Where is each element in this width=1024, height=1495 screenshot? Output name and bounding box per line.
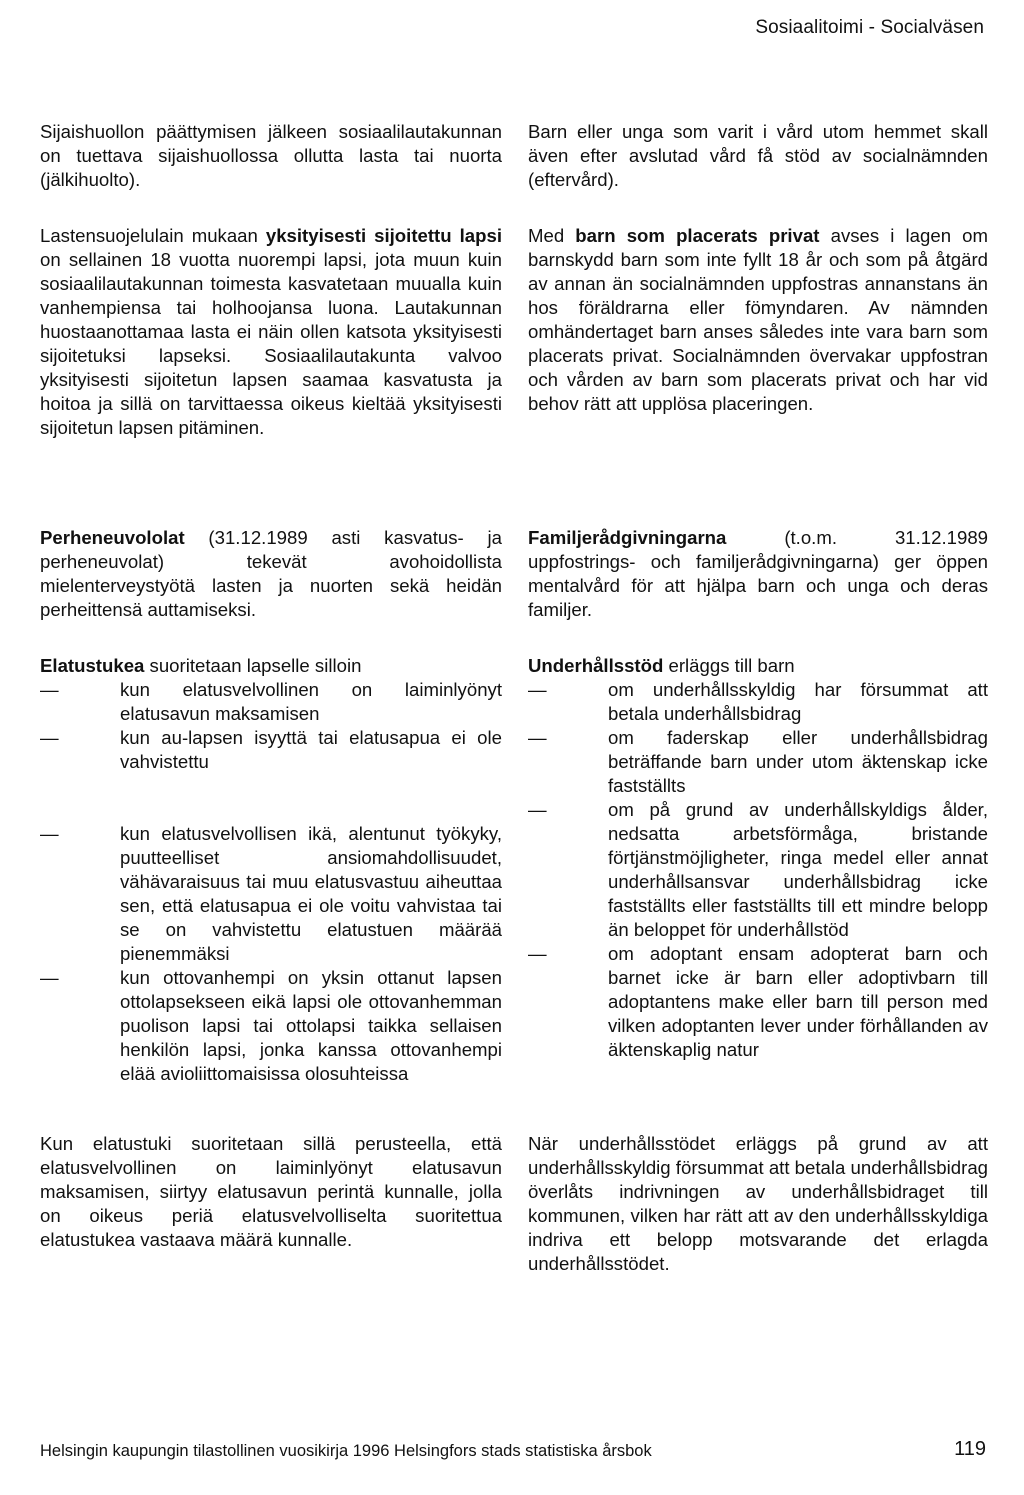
page-footer <box>40 1438 986 1461</box>
sv-p4-body: erläggs till barn <box>663 655 795 676</box>
dash: — <box>40 727 59 748</box>
list-item <box>528 942 988 1062</box>
list-item <box>528 678 988 726</box>
sv-paragraph-recovery: När underhållsstödet erläggs på grund av att underhållsskyldig försummat att betala underhållsbidrag överlåts indrivningen av underhållsbidraget till kommunen, vilken har rätt att av den underhållsskyldiga indriva ett belopp motsvarande det erlagda underhållsstödet. <box>528 1133 988 1274</box>
running-header: Sosiaalitoimi - Socialväsen <box>755 17 984 38</box>
fi-paragraph-aftercare: Sijaishuollon päättymisen jälkeen sosiaalilautakunnan on tuettava sijaishuollossa ollutta lasta tai nuorta (jälkihuolto). <box>40 121 502 190</box>
fi-paragraph-family-guidance <box>40 526 502 622</box>
list-item <box>40 726 502 774</box>
dash: — <box>40 679 59 700</box>
footer-publication-title: Helsingin kaupungin tilastollinen vuosikirja 1996 Helsingfors stads statistiska årsbok <box>40 1442 652 1460</box>
fi-paragraph-private-placement <box>40 224 502 440</box>
sv-section-aftercare <box>528 120 988 192</box>
fi-p4-body: suoritetaan lapselle silloin <box>144 655 362 676</box>
dash: — <box>528 943 547 964</box>
list-item-text: kun elatusvelvollinen on laiminlyönyt elatusavun maksamisen <box>120 679 502 724</box>
fi-section-maintenance-support <box>40 654 502 1086</box>
sv-paragraph-maintenance-intro <box>528 654 988 678</box>
list-item-text: kun ottovanhempi on yksin ottanut lapsen ottolapsekseen eikä lapsi ole ottovanhemman puolison lapsi tai ottolapsi taikka sellaisen henkilön lapsi, jonka kanssa ottovanhempi elää avioliittomaisissa olosuhteissa <box>120 967 502 1084</box>
fi-paragraph-maintenance-intro <box>40 654 502 678</box>
list-item <box>40 822 502 966</box>
fi-section-aftercare <box>40 120 502 192</box>
dash: — <box>40 823 59 844</box>
sv-section-maintenance-support <box>528 654 988 1062</box>
sv-p3-body: (t.o.m. 31.12.1989 uppfostrings- och familjerådgivningarna) ger öppen mentalvård för att hjälpa barn och unga och deras familjer. <box>528 527 988 620</box>
fi-p2-lead: Lastensuojelulain mukaan <box>40 225 266 246</box>
sv-term-maintenance-support: Underhållsstöd <box>528 655 664 676</box>
list-item-text: kun au-lapsen isyyttä tai elatusapua ei ole vahvistettu <box>120 727 502 772</box>
list-item <box>528 726 988 798</box>
dash: — <box>40 967 59 988</box>
sv-term-private-placement: barn som placerats privat <box>575 225 820 246</box>
list-item-text: om faderskap eller underhållsbidrag beträffande barn under utom äktenskap icke fastställts <box>608 727 988 796</box>
list-item <box>40 678 502 726</box>
sv-p2-body: avses i lagen om barnskydd barn som inte fyllt 18 år och som på åtgärd av annan än socialnämnden uppfostras annanstans än hos föräldrarna eller fömyndaren. Av nämnden omhändertaget barn anses således inte vara barn som placerats privat. Socialnämnden övervakar uppfostran och vården av barn som placerats privat och har vid behov rätt att upplösa placeringen. <box>528 225 988 414</box>
fi-p3-body: (31.12.1989 asti kasvatus- ja perheneuvolat) tekevät avohoidollista mielenterveystyötä lasten ja nuorten sekä heidän perheittensä auttamiseksi. <box>40 527 502 620</box>
list-item-text: kun elatusvelvollisen ikä, alentunut työkyky, puutteelliset ansiomahdollisuudet, vähävaraisuus tai muu elatusvastuu aiheuttaa sen, että elatusapua ei ole voitu vahvistaa tai se on vahvistettu elatustuen määrää pienemmäksi <box>120 823 502 964</box>
fi-term-maintenance-support: Elatustukea <box>40 655 145 676</box>
dash: — <box>528 799 547 820</box>
list-item-text: om på grund av underhållskyldigs ålder, nedsatta arbetsförmåga, bristande förtjänstmöjligheter, ringa medel eller annat underhållsansvar underhållsbidrag icke fastställts eller fastställts till ett mindre belopp än beloppet för underhållstöd <box>608 799 988 940</box>
fi-section-private-placement <box>40 224 502 440</box>
fi-conditions-list <box>40 678 502 1086</box>
fi-term-private-placement: yksityisesti sijoitettu lapsi <box>265 225 502 246</box>
fi-p2-body: on sellainen 18 vuotta nuorempi lapsi, jota muun kuin sosiaalilautakunnan toimesta kasvatetaan muualla kuin vanhempiensa tai holhoojansa luona. Lautakunnan huostaanottamaa lasta ei näin ollen katsota yksityisesti sijoitetuksi lapseksi. Sosiaalilautakunta valvoo yksityisesti sijoitetun lapsen saamaa kasvatusta ja hoitoa ja sillä on tarvittaessa oikeus kieltää yksityisesti sijoitetun lapsen pitäminen. <box>40 249 502 438</box>
list-item <box>40 966 502 1086</box>
sv-paragraph-aftercare: Barn eller unga som varit i vård utom hemmet skall även efter avslutad vård få stöd av socialnämnden (eftervård). <box>528 121 988 190</box>
sv-section-private-placement <box>528 224 988 416</box>
fi-term-family-guidance: Perheneuvololat <box>40 527 185 548</box>
dash: — <box>528 679 547 700</box>
sv-p2-lead: Med <box>528 225 576 246</box>
sv-section-family-guidance <box>528 526 988 622</box>
sv-paragraph-private-placement <box>528 224 988 416</box>
page-number: 119 <box>954 1438 986 1460</box>
sv-conditions-list <box>528 678 988 1062</box>
list-item-text: om underhållsskyldig har försummat att betala underhållsbidrag <box>608 679 988 724</box>
sv-term-family-guidance: Familjerådgivningarna <box>528 527 727 548</box>
sv-paragraph-family-guidance <box>528 526 988 622</box>
list-item <box>528 798 988 942</box>
fi-section-family-guidance <box>40 526 502 622</box>
fi-section-recovery <box>40 1132 502 1252</box>
fi-paragraph-recovery: Kun elatustuki suoritetaan sillä perusteella, että elatusvelvollinen on laiminlyönyt elatusavun maksamisen, siirtyy elatusavun perintä kunnalle, jolla on oikeus periä elatusvelvolliselta suoritettua elatustukea vastaava määrä kunnalle. <box>40 1133 502 1250</box>
dash: — <box>528 727 547 748</box>
sv-section-recovery <box>528 1132 988 1276</box>
list-item-text: om adoptant ensam adopterat barn och barnet icke är barn eller adoptivbarn till adoptantens make eller barn till person med vilken adoptanten lever under förhållanden av äktenskaplig natur <box>608 943 988 1060</box>
